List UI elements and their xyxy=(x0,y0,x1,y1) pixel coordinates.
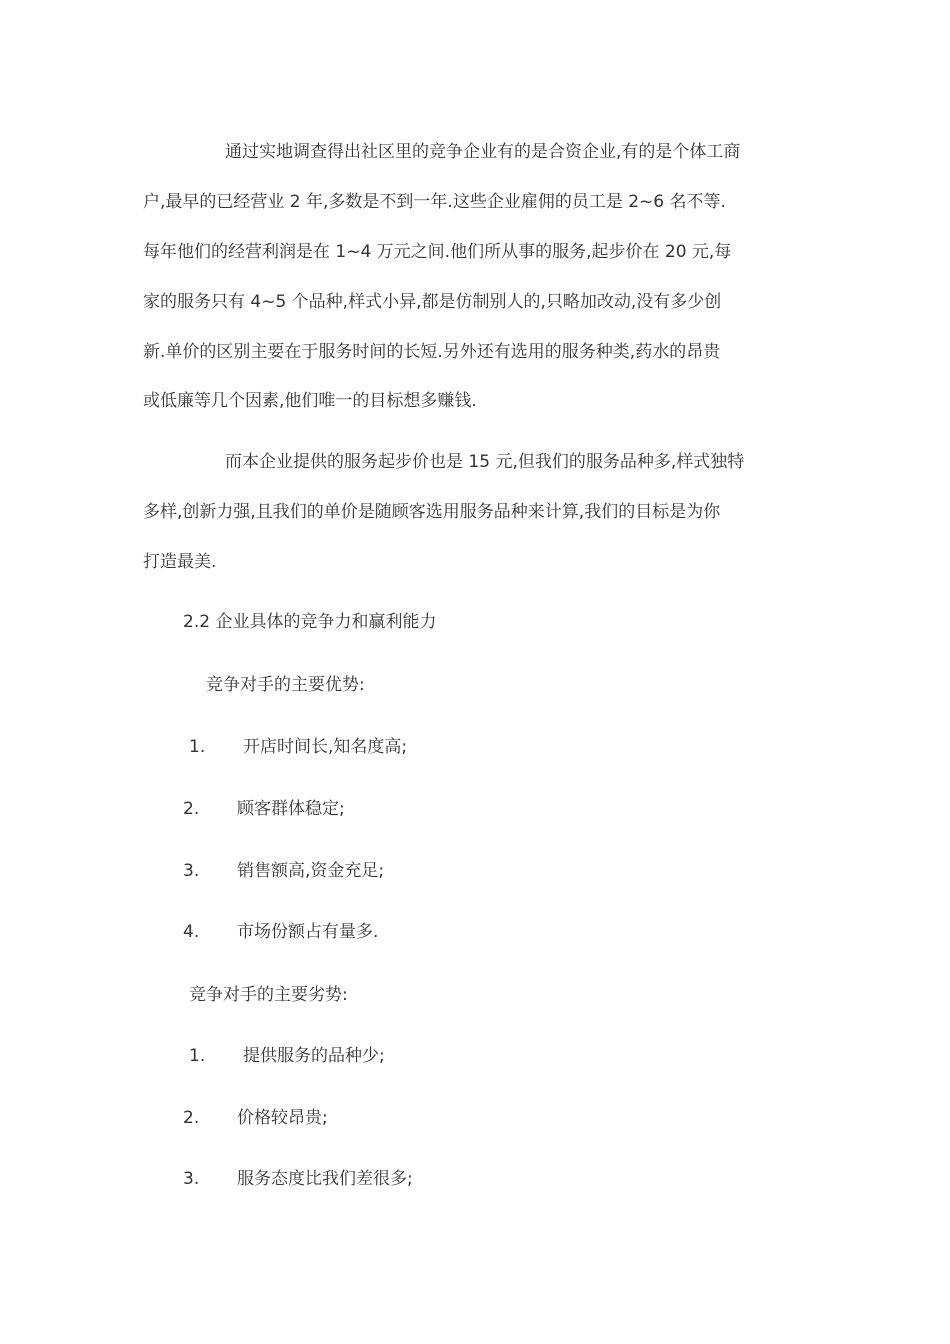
list-item-text: 顾客群体稳定; xyxy=(237,799,345,819)
paragraph-line: 或低廉等几个因素,他们唯一的目标想多赚钱. xyxy=(143,391,477,411)
list-item-text: 服务态度比我们差很多; xyxy=(237,1169,413,1189)
section-heading: 2.2 企业具体的竞争力和赢利能力 xyxy=(183,612,437,632)
paragraph-line: 每年他们的经营利润是在 1~4 万元之间.他们所从事的服务,起步价在 20 元,每 xyxy=(143,242,732,262)
list-item-number: 2. xyxy=(183,1108,200,1128)
list-item-number: 4. xyxy=(183,922,200,942)
list-item-text: 价格较昂贵; xyxy=(237,1108,328,1128)
list-item-number: 1. xyxy=(189,737,206,757)
list-item-number: 2. xyxy=(183,799,200,819)
paragraph-line: 打造最美. xyxy=(143,552,217,572)
paragraph-line: 而本企业提供的服务起步价也是 15 元,但我们的服务品种多,样式独特 xyxy=(225,452,745,472)
list-item-text: 提供服务的品种少; xyxy=(243,1046,385,1066)
paragraph-line: 户,最早的已经营业 2 年,多数是不到一年.这些企业雇佣的员工是 2~6 名不等. xyxy=(143,192,726,212)
weaknesses-title: 竞争对手的主要劣势: xyxy=(189,985,348,1005)
list-item-number: 3. xyxy=(183,861,200,881)
list-item-text: 市场份额占有量多. xyxy=(237,922,379,942)
paragraph-line: 家的服务只有 4~5 个品种,样式小异,都是仿制别人的,只略加改动,没有多少创 xyxy=(143,292,722,312)
paragraph-line: 多样,创新力强,且我们的单价是随顾客选用服务品种来计算,我们的目标是为你 xyxy=(143,502,721,522)
list-item-text: 开店时间长,知名度高; xyxy=(243,737,408,757)
list-item-number: 1. xyxy=(189,1046,206,1066)
paragraph-line: 新.单价的区别主要在于服务时间的长短.另外还有选用的服务种类,药水的昂贵 xyxy=(143,342,721,362)
paragraph-line: 通过实地调查得出社区里的竞争企业有的是合资企业,有的是个体工商 xyxy=(225,142,741,162)
list-item-number: 3. xyxy=(183,1169,200,1189)
list-item-text: 销售额高,资金充足; xyxy=(237,861,385,881)
strengths-title: 竞争对手的主要优势: xyxy=(206,675,365,695)
